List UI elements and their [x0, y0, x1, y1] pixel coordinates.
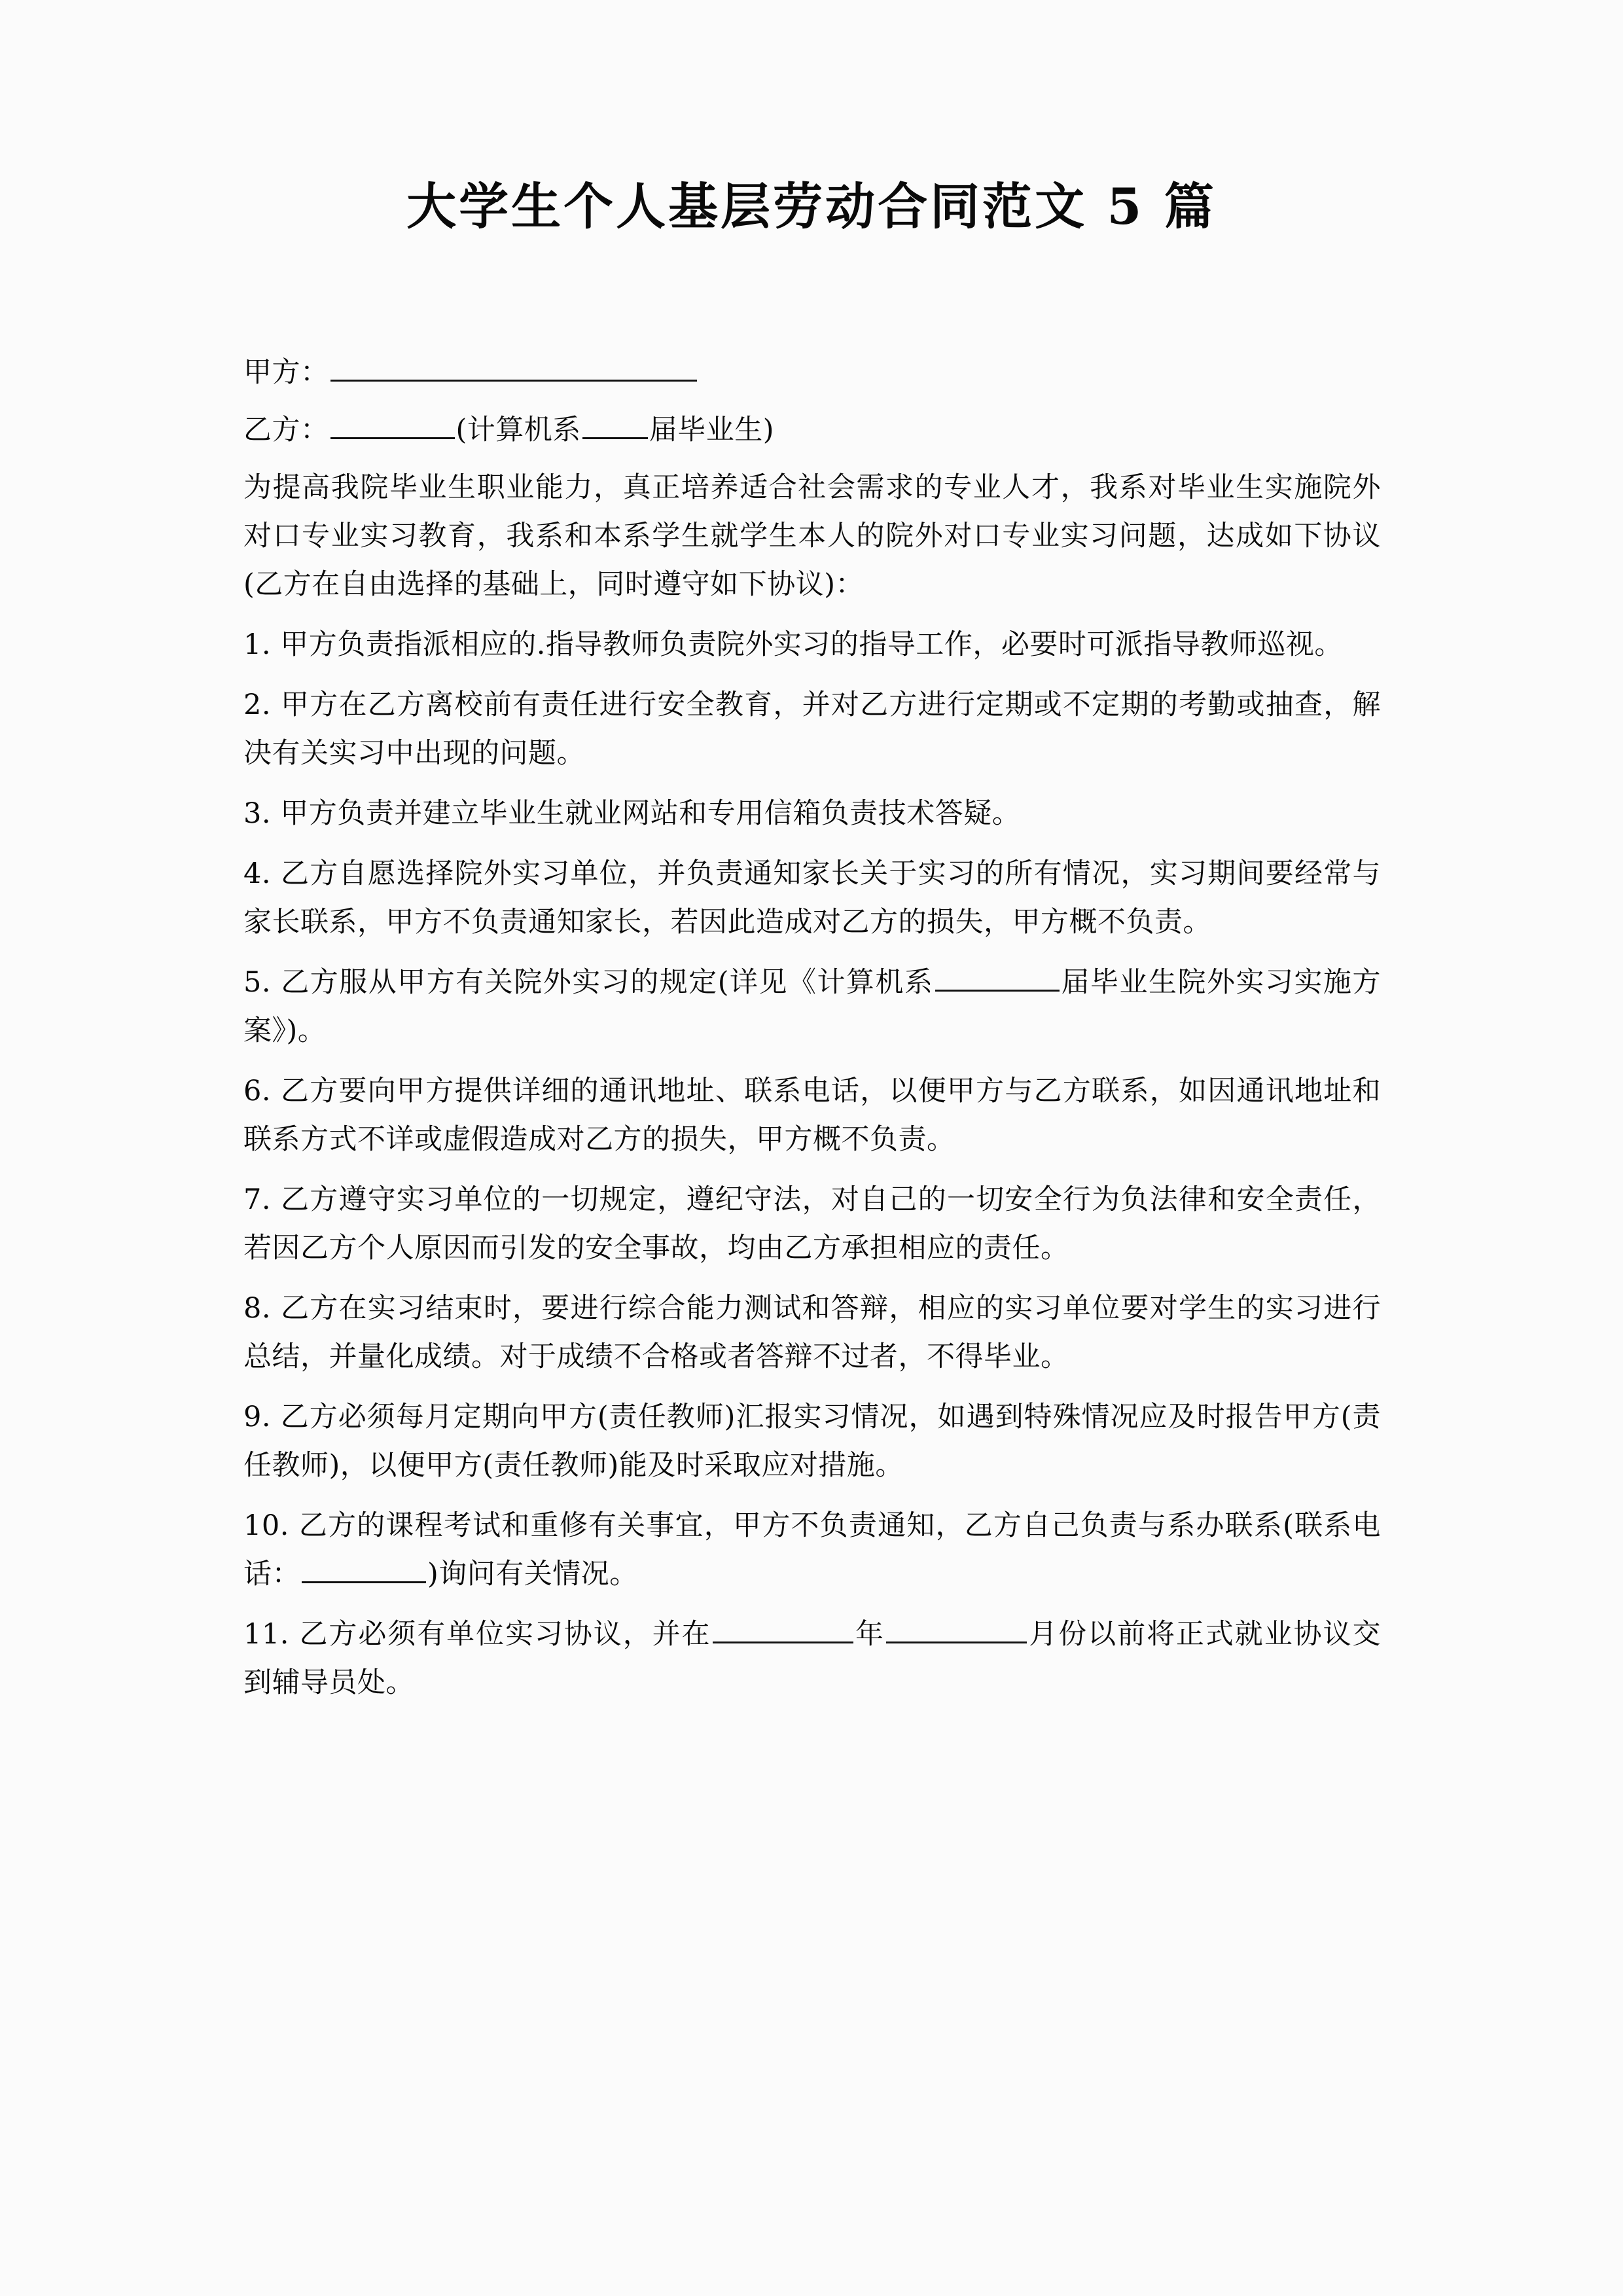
clause-5-year-blank[interactable]: [935, 963, 1060, 992]
clause-5-text-after: 届毕业生院外实习实施方案》)。: [243, 966, 1382, 1047]
clause-10-phone-blank[interactable]: [302, 1555, 426, 1583]
party-b-line: [243, 406, 1381, 454]
clause-11-text-before: 乙方必须有单位实习协议，并在: [299, 1618, 711, 1651]
clause-11-year-label: 年: [854, 1618, 885, 1651]
clause-3-number: 3.: [243, 797, 272, 830]
party-b-dept-close: 届毕业生): [649, 414, 775, 446]
party-a-label: 甲方：: [243, 356, 329, 389]
clause-1-text: 甲方负责指派相应的.指导教师负责院外实习的指导工作，必要时可派指导教师巡视。: [280, 628, 1343, 661]
party-b-name-blank[interactable]: [330, 411, 455, 439]
clause-2: [243, 681, 1381, 778]
party-b-year-blank[interactable]: [582, 411, 648, 439]
clause-7: [243, 1175, 1381, 1272]
clause-4-text: 乙方自愿选择院外实习单位，并负责通知家长关于实习的所有情况，实习期间要经常与家长联系，甲方不负责通知家长，若因此造成对乙方的损失，甲方概不负责。: [243, 857, 1382, 939]
clause-9: [243, 1393, 1381, 1490]
clause-6: [243, 1067, 1381, 1164]
clause-4: [243, 850, 1381, 946]
clause-5-number: 5.: [243, 966, 272, 999]
clause-8-text: 乙方在实习结束时，要进行综合能力测试和答辩，相应的实习单位要对学生的实习进行总结，并量化成绩。对于成绩不合格或者答辩不过者，不得毕业。: [243, 1292, 1382, 1373]
clause-11-text-after: 月份以前将正式就业协议交到辅导员处。: [243, 1618, 1382, 1699]
clause-10: [243, 1501, 1381, 1598]
clause-3: [243, 789, 1381, 838]
clause-2-text: 甲方在乙方离校前有责任进行安全教育，并对乙方进行定期或不定期的考勤或抽查，解决有关实习中出现的问题。: [243, 689, 1382, 770]
document-body: [243, 348, 1381, 1719]
clause-7-number: 7.: [243, 1183, 272, 1216]
clause-11-number: 11.: [243, 1618, 289, 1651]
party-b-dept-open: (计算机系: [455, 414, 581, 446]
clause-11-month-blank[interactable]: [886, 1615, 1027, 1643]
clause-8-number: 8.: [243, 1292, 272, 1325]
party-a-line: [243, 348, 1381, 397]
clause-9-text: 乙方必须每月定期向甲方(责任教师)汇报实习情况，如遇到特殊情况应及时报告甲方(责任教师)，以便甲方(责任教师)能及时采取应对措施。: [243, 1401, 1382, 1482]
page-title: 大学生个人基层劳动合同范文 5 篇: [406, 177, 1217, 236]
clause-10-text-after: )询问有关情况。: [427, 1558, 638, 1590]
clause-2-number: 2.: [243, 689, 272, 721]
clause-7-text: 乙方遵守实习单位的一切规定，遵纪守法，对自己的一切安全行为负法律和安全责任，若因乙方个人原因而引发的安全事故，均由乙方承担相应的责任。: [243, 1183, 1382, 1265]
clause-11: [243, 1610, 1381, 1707]
clause-6-number: 6.: [243, 1075, 272, 1107]
clause-10-text-before: 乙方的课程考试和重修有关事宜，甲方不负责通知，乙方自己负责与系办联系(联系电话：: [243, 1509, 1381, 1590]
preamble-paragraph: 为提高我院毕业生职业能力，真正培养适合社会需求的专业人才，我系对毕业生实施院外对口专业实习教育，我系和本系学生就学生本人的院外对口专业实习问题，达成如下协议(乙方在自由选择的基础上，同时遵守如下协议)：: [243, 471, 1381, 601]
clause-11-year-blank[interactable]: [713, 1615, 853, 1643]
party-a-blank[interactable]: [330, 353, 697, 382]
clause-10-number: 10.: [243, 1509, 289, 1542]
clause-8: [243, 1284, 1381, 1381]
clause-1-number: 1.: [243, 628, 272, 661]
clause-4-number: 4.: [243, 857, 272, 890]
party-b-label: 乙方：: [243, 414, 329, 446]
clause-5: [243, 958, 1381, 1055]
clause-5-text-before: 乙方服从甲方有关院外实习的规定(详见《计算机系: [281, 966, 934, 999]
clause-1: [243, 620, 1381, 669]
clause-9-number: 9.: [243, 1401, 272, 1433]
clause-3-text: 甲方负责并建立毕业生就业网站和专用信箱负责技术答疑。: [280, 797, 1021, 830]
clause-6-text: 乙方要向甲方提供详细的通讯地址、联系电话，以便甲方与乙方联系，如因通讯地址和联系方式不详或虚假造成对乙方的损失，甲方概不负责。: [243, 1075, 1382, 1156]
